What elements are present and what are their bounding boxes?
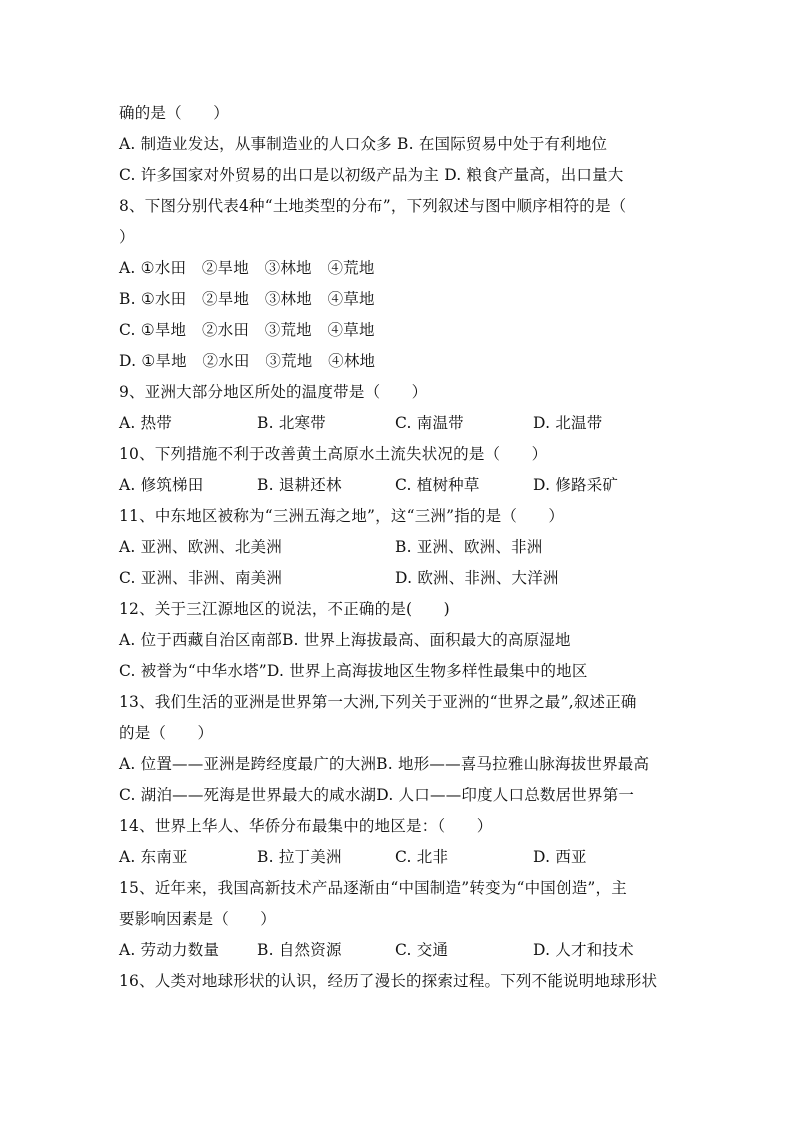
option-b: B. 拉丁美洲: [257, 848, 342, 866]
option-a: A. 劳动力数量: [119, 941, 220, 959]
option-c: C. 北非: [395, 848, 449, 866]
question-10: 10、下列措施不利于改善黄土高原水土流失状况的是（ ）: [119, 445, 548, 463]
option-c: C. 南温带: [395, 414, 464, 432]
option-d: D. 北温带: [533, 414, 603, 432]
option-line: A. ①水田 ②旱地 ③林地 ④荒地: [119, 259, 375, 277]
options-row: [119, 475, 619, 495]
option-line: C. 湖泊——死海是世界最大的咸水湖D. 人口——印度人口总数居世界第一: [119, 786, 635, 804]
option-b: B. 退耕还林: [257, 476, 342, 494]
option-line: C. ①旱地 ②水田 ③荒地 ④草地: [119, 321, 375, 339]
text-line: C. 许多国家对外贸易的出口是以初级产品为主 D. 粮食产量高，出口量大: [119, 166, 624, 184]
options-row: [119, 940, 634, 960]
option-c: C. 亚洲、非洲、南美洲: [119, 569, 283, 587]
question-16: 16、人类对地球形状的认识，经历了漫长的探索过程。下列不能说明地球形状: [119, 972, 658, 990]
option-d: D. 西亚: [533, 848, 587, 866]
option-line: D. ①旱地 ②水田 ③荒地 ④林地: [119, 352, 376, 370]
option-d: D. 修路采矿: [533, 476, 619, 494]
option-line: B. ①水田 ②旱地 ③林地 ④草地: [119, 290, 375, 308]
options-row: [119, 537, 543, 557]
options-row: [119, 413, 603, 433]
option-b: B. 北寒带: [257, 414, 326, 432]
option-a: A. 修筑梯田: [119, 476, 204, 494]
question-9: 9、亚洲大部分地区所处的温度带是（ ）: [119, 383, 428, 401]
question-8: 8、下图分别代表4种“土地类型的分布”，下列叙述与图中顺序相符的是（: [119, 197, 627, 215]
option-d: D. 欧洲、非洲、大洋洲: [395, 569, 559, 587]
option-a: A. 东南亚: [119, 848, 188, 866]
text-line: 的是（ ）: [119, 724, 214, 742]
question-15: 15、近年来，我国高新技术产品逐渐由“中国制造”转变为“中国创造”，主: [119, 879, 627, 897]
option-d: D. 人才和技术: [533, 941, 634, 959]
question-12: 12、关于三江源地区的说法，不正确的是( ): [119, 600, 450, 618]
option-b: B. 亚洲、欧洲、非洲: [395, 538, 543, 556]
option-c: C. 植树种草: [395, 476, 480, 494]
option-a: A. 热带: [119, 414, 173, 432]
text-line: ）: [119, 228, 135, 246]
option-c: C. 交通: [395, 941, 449, 959]
option-b: B. 自然资源: [257, 941, 342, 959]
option-a: A. 亚洲、欧洲、北美洲: [119, 538, 282, 556]
option-line: A. 位置——亚洲是跨经度最广的大洲B. 地形——喜马拉雅山脉海拔世界最高: [119, 755, 650, 773]
text-line: 要影响因素是（ ）: [119, 910, 277, 928]
options-row: [119, 847, 587, 867]
question-11: 11、中东地区被称为“三洲五海之地”，这“三洲”指的是（ ）: [119, 507, 565, 525]
option-line: A. 位于西藏自治区南部B. 世界上海拔最高、面积最大的高原湿地: [119, 631, 571, 649]
question-13: 13、我们生活的亚洲是世界第一大洲,下列关于亚洲的“世界之最”,叙述正确: [119, 693, 637, 711]
question-14: 14、世界上华人、华侨分布最集中的地区是：（ ）: [119, 817, 493, 835]
option-line: C. 被誉为“中华水塔”D. 世界上高海拔地区生物多样性最集中的地区: [119, 662, 588, 680]
text-line: A. 制造业发达，从事制造业的人口众多 B. 在国际贸易中处于有利地位: [119, 135, 608, 153]
options-row: [119, 568, 559, 588]
text-line: 确的是（ ）: [119, 104, 229, 122]
